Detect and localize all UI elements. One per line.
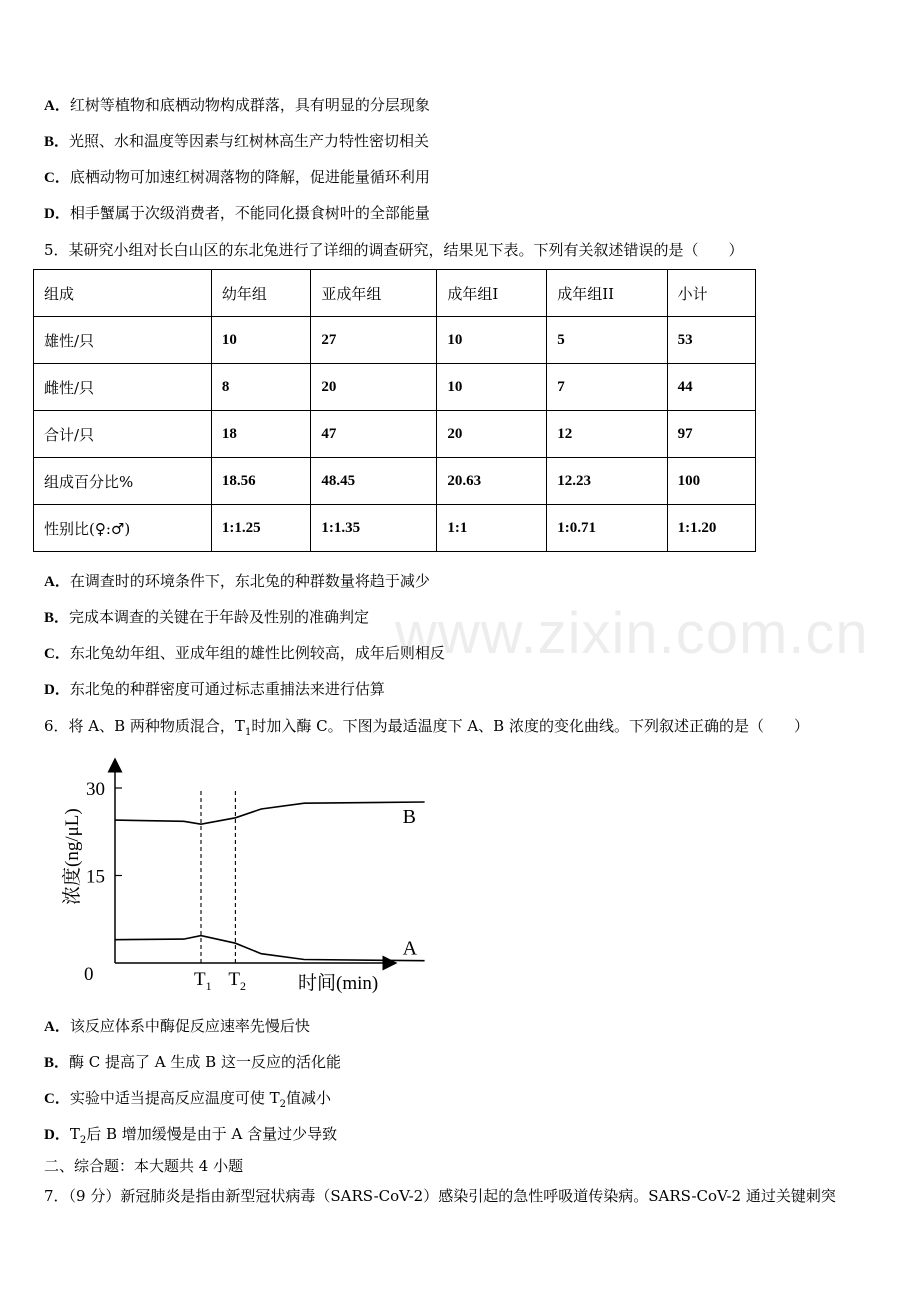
table-cell: 1:1.35 xyxy=(311,505,437,552)
q5-option-c xyxy=(44,643,445,664)
table-cell: 20 xyxy=(311,364,437,411)
y-ticks xyxy=(86,779,122,888)
q6-stem xyxy=(44,716,809,743)
table-row-label: 雌性/只 xyxy=(34,364,212,411)
table-cell: 5 xyxy=(547,317,667,364)
marker-label: $T_2$ xyxy=(228,969,247,993)
table-cell: 1:1 xyxy=(437,505,547,552)
table-cell: 18.56 xyxy=(211,458,310,505)
watermark: www.zixin.com.cn xyxy=(395,601,869,666)
y-tick-label: 15 xyxy=(86,866,105,888)
table-cell: 20 xyxy=(437,411,547,458)
table-row-label: 雄性/只 xyxy=(34,317,212,364)
option-text: 底栖动物可加速红树凋落物的降解，促进能量循环利用 xyxy=(69,168,430,186)
option-letter: D． xyxy=(44,1127,70,1143)
q5-option-b xyxy=(44,607,369,628)
y-tick-label: 30 xyxy=(86,779,105,800)
stem-text: 时加入酶 C。下图为最适温度下 A、B 浓度的变化曲线。下列叙述正确的是（ ） xyxy=(251,717,809,735)
table-row xyxy=(34,458,756,505)
q4-option-a xyxy=(44,95,430,116)
subscript: 2 xyxy=(279,1099,286,1110)
option-letter: B． xyxy=(44,610,70,626)
q5-stem: 5．某研究小组对长白山区的东北兔进行了详细的调查研究，结果见下表。下列有关叙述错误的是（ ） xyxy=(44,241,744,259)
table-cell: 97 xyxy=(667,411,755,458)
option-text: 后 B 增加缓慢是由于 A 含量过少导致 xyxy=(86,1125,338,1143)
q4-option-d xyxy=(44,203,430,224)
table-row-label: 合计/只 xyxy=(34,411,212,458)
origin-label: 0 xyxy=(84,964,94,985)
table-cell: 10 xyxy=(437,317,547,364)
option-text: 相手蟹属于次级消费者，不能同化摄食树叶的全部能量 xyxy=(69,204,430,222)
q5-option-a xyxy=(44,571,430,592)
series-lines xyxy=(115,802,425,961)
table-header-cell: 成年组I xyxy=(437,270,547,317)
option-text: 东北兔幼年组、亚成年组的雄性比例较高，成年后则相反 xyxy=(69,644,445,662)
table-cell: 44 xyxy=(667,364,755,411)
option-text: 值减小 xyxy=(286,1089,332,1107)
option-letter: C． xyxy=(44,646,70,662)
option-text: 在调查时的环境条件下，东北兔的种群数量将趋于减少 xyxy=(69,572,430,590)
table-cell: 12.23 xyxy=(547,458,667,505)
table-cell: 47 xyxy=(311,411,437,458)
option-text: 东北兔的种群密度可通过标志重捕法来进行估算 xyxy=(69,680,385,698)
q7-stem: 7．（9 分）新冠肺炎是指由新型冠状病毒（SARS-CoV-2）感染引起的急性呼吸道传染病。SARS-CoV-2 通过关键刺突 xyxy=(44,1187,836,1205)
table-header-cell: 幼年组 xyxy=(211,270,310,317)
option-letter: A． xyxy=(44,574,70,590)
table-cell: 1:1.20 xyxy=(667,505,755,552)
stem-text: 6．将 A、B 两种物质混合，T xyxy=(44,717,245,735)
table-cell: 18 xyxy=(211,411,310,458)
x-axis-label: 时间(min) xyxy=(298,973,379,994)
marker-label: $T_1$ xyxy=(194,969,212,993)
table-cell: 1:1.25 xyxy=(211,505,310,552)
option-letter: B． xyxy=(44,134,70,150)
q4-option-c xyxy=(44,167,430,188)
survey-table xyxy=(33,269,756,552)
q6-option-b xyxy=(44,1052,341,1073)
table-cell: 48.45 xyxy=(311,458,437,505)
table-cell: 20.63 xyxy=(437,458,547,505)
table-cell: 8 xyxy=(211,364,310,411)
option-text: 该反应体系中酶促反应速率先慢后快 xyxy=(69,1017,310,1035)
table-row-label: 性别比(♀:♂) xyxy=(34,505,212,552)
table-row xyxy=(34,364,756,411)
series-label-A: A xyxy=(402,937,418,960)
table-cell: 100 xyxy=(667,458,755,505)
q6-option-a xyxy=(44,1016,310,1037)
option-text: 实验中适当提高反应温度可使 T xyxy=(69,1089,280,1107)
q5-option-d xyxy=(44,679,385,700)
series-line-A xyxy=(115,936,425,961)
table-header-cell: 亚成年组 xyxy=(311,270,437,317)
table-row xyxy=(34,505,756,552)
option-text: T xyxy=(69,1125,80,1143)
table-row xyxy=(34,317,756,364)
table-cell: 10 xyxy=(437,364,547,411)
y-axis-label: 浓度(ng/μL) xyxy=(62,808,83,905)
table-row xyxy=(34,411,756,458)
table-header-cell: 成年组II xyxy=(547,270,667,317)
option-letter: C． xyxy=(44,1091,70,1107)
table-header-cell: 小计 xyxy=(667,270,755,317)
series-label-B: B xyxy=(402,806,416,828)
option-letter: A． xyxy=(44,98,70,114)
table-cell: 12 xyxy=(547,411,667,458)
table-header-cell: 组成 xyxy=(34,270,212,317)
option-text: 酶 C 提高了 A 生成 B 这一反应的活化能 xyxy=(69,1053,341,1071)
option-letter: D． xyxy=(44,206,70,222)
option-text: 完成本调查的关键在于年龄及性别的准确判定 xyxy=(69,608,370,626)
table-cell: 1:0.71 xyxy=(547,505,667,552)
q4-option-b xyxy=(44,131,429,152)
q6-option-c xyxy=(44,1088,331,1115)
table-cell: 53 xyxy=(667,317,755,364)
table-header-row xyxy=(34,270,756,317)
series-line-B xyxy=(115,802,425,824)
option-text: 光照、水和温度等因素与红树林高生产力特性密切相关 xyxy=(69,132,430,150)
table-cell: 10 xyxy=(211,317,310,364)
option-letter: D． xyxy=(44,682,70,698)
table-cell: 27 xyxy=(311,317,437,364)
option-letter: B． xyxy=(44,1055,70,1071)
table-row-label: 组成百分比% xyxy=(34,458,212,505)
subscript: 2 xyxy=(79,1135,87,1146)
table-cell: 7 xyxy=(547,364,667,411)
option-letter: A． xyxy=(44,1019,70,1035)
section-heading: 二、综合题：本大题共 4 小题 xyxy=(44,1157,244,1175)
subscript: 1 xyxy=(244,727,252,738)
option-letter: C． xyxy=(44,170,70,186)
option-text: 红树等植物和底栖动物构成群落，具有明显的分层现象 xyxy=(69,96,430,114)
q6-option-d xyxy=(44,1124,337,1151)
concentration-chart xyxy=(50,755,418,1000)
